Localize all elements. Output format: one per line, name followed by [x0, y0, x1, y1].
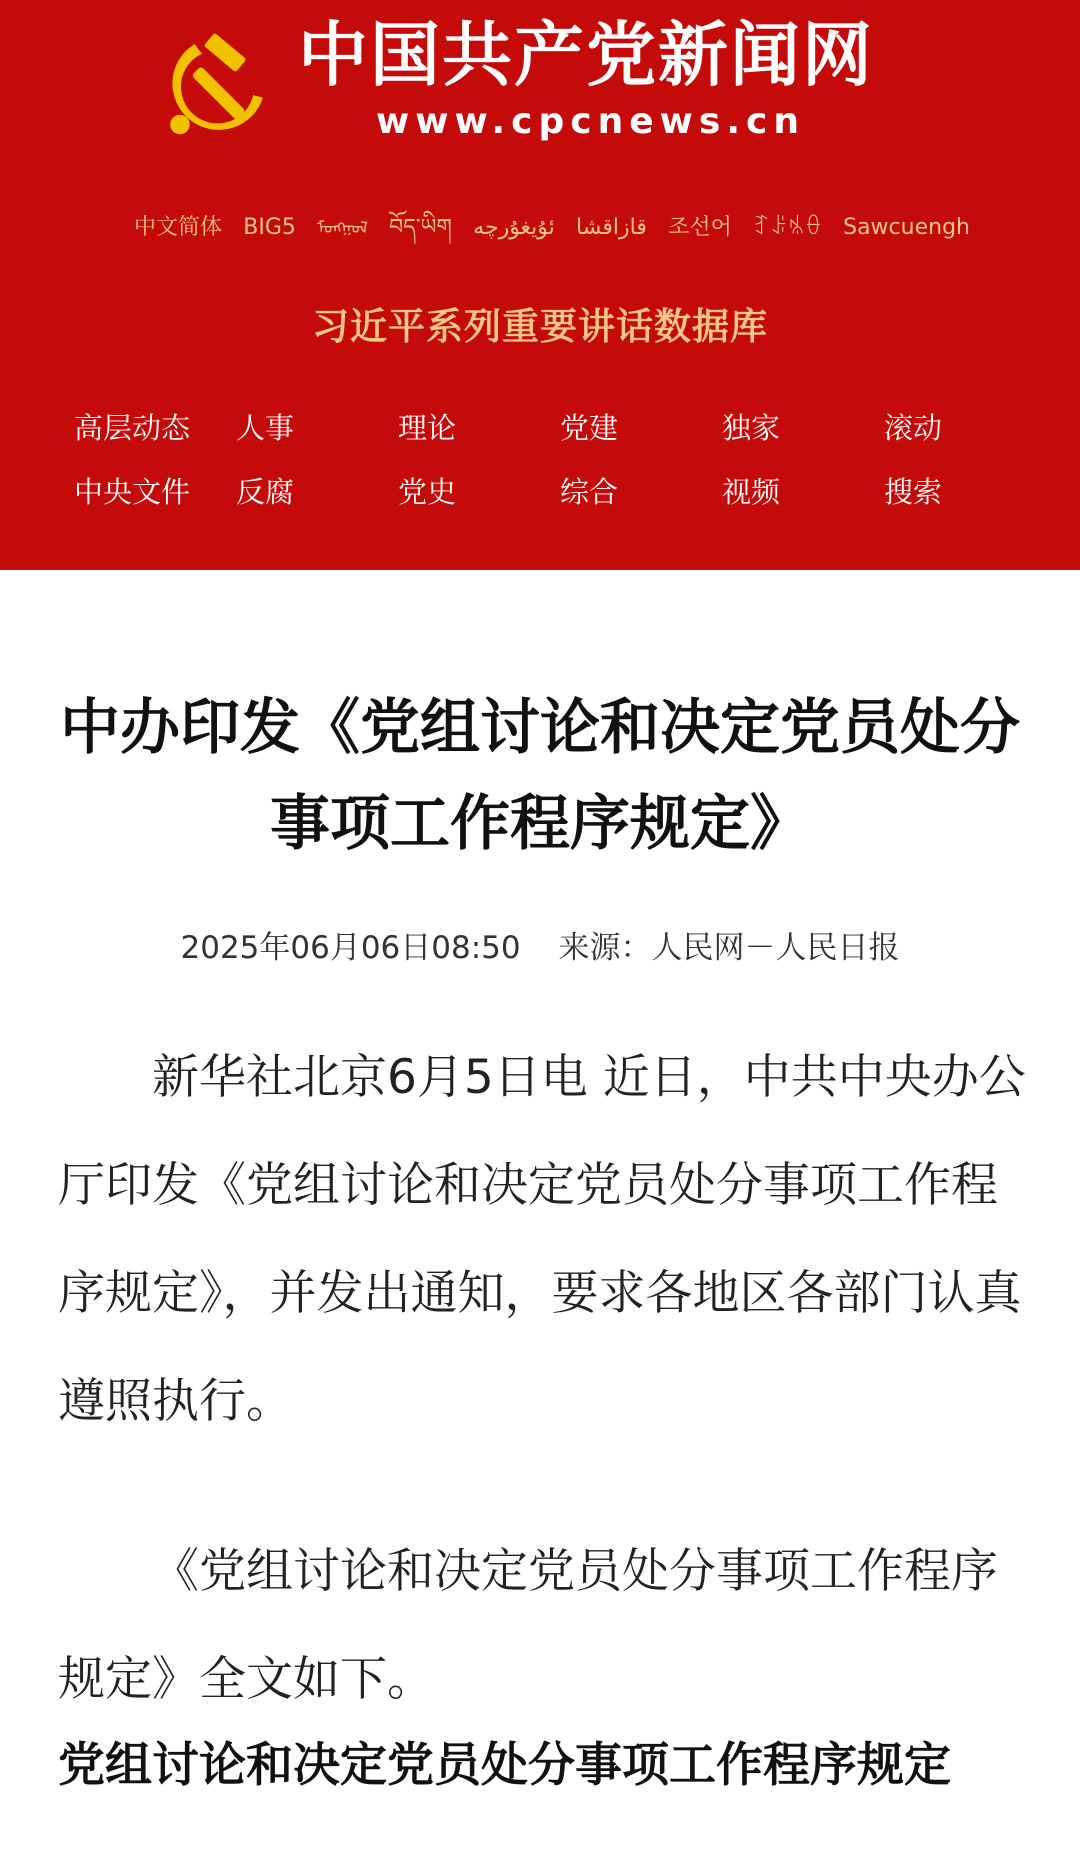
nav-item-search[interactable]: 搜索	[884, 475, 943, 509]
nav-item-rolling[interactable]: 滚动	[884, 411, 943, 445]
nav-item-exclusive[interactable]: 独家	[722, 411, 781, 445]
lang-korean[interactable]: 조선어	[668, 215, 732, 240]
nav-item-central-documents[interactable]: 中央文件	[74, 475, 191, 509]
language-switcher	[134, 208, 970, 248]
article-meta	[0, 922, 1080, 967]
article-title: 中办印发《党组讨论和决定党员处分事项工作程序规定》	[60, 693, 1020, 859]
article-paragraph: 新华社北京6月5日电 近日，中共中央办公厅印发《党组讨论和决定党员处分事项工作程序规定》，并发出通知，要求各地区各部门认真遵照执行。	[58, 1050, 1026, 1429]
logo-row[interactable]	[0, 0, 1080, 160]
article-paragraph: 《党组讨论和决定党员处分事项工作程序规定》全文如下。	[58, 1544, 998, 1707]
nav-item-anti-corruption[interactable]: 反腐	[236, 475, 295, 509]
nav-item-party-building[interactable]: 党建	[560, 411, 619, 445]
site-header	[0, 0, 1080, 570]
main-nav	[74, 410, 1046, 510]
lang-big5[interactable]: BIG5	[243, 215, 296, 240]
lang-mongolian[interactable]: ᠮᠣᠩᠭᠣᠯ	[317, 218, 368, 237]
speech-database-link[interactable]: 习近平系列重要讲话数据库	[312, 305, 768, 348]
party-emblem-icon	[158, 22, 280, 144]
nav-item-party-history[interactable]: 党史	[398, 475, 457, 509]
site-name: 中国共产党新闻网	[298, 14, 874, 96]
article-datetime: 2025年06月06日08:50	[180, 930, 521, 966]
lang-simplified-chinese[interactable]: 中文简体	[134, 215, 223, 240]
nav-item-leadership[interactable]: 高层动态	[74, 411, 191, 445]
lang-yi[interactable]: ꆈꌠꁱꂷ	[753, 215, 822, 240]
lang-tibetan[interactable]: བོད་ཡིག	[389, 215, 452, 240]
nav-item-personnel[interactable]: 人事	[236, 411, 295, 445]
site-url: www.cpcnews.cn	[376, 101, 805, 142]
lang-zhuang[interactable]: Sawcuengh	[843, 215, 970, 240]
nav-item-theory[interactable]: 理论	[398, 411, 457, 445]
article-subheading: 党组讨论和决定党员处分事项工作程序规定	[58, 1738, 951, 1793]
lang-uyghur[interactable]: ئۇيغۇرچە	[473, 215, 555, 240]
nav-item-general[interactable]: 综合	[560, 475, 619, 509]
article-source: 来源：人民网－人民日报	[558, 930, 900, 966]
nav-item-video[interactable]: 视频	[722, 475, 781, 509]
lang-kazakh[interactable]: قازاقشا	[576, 215, 647, 240]
